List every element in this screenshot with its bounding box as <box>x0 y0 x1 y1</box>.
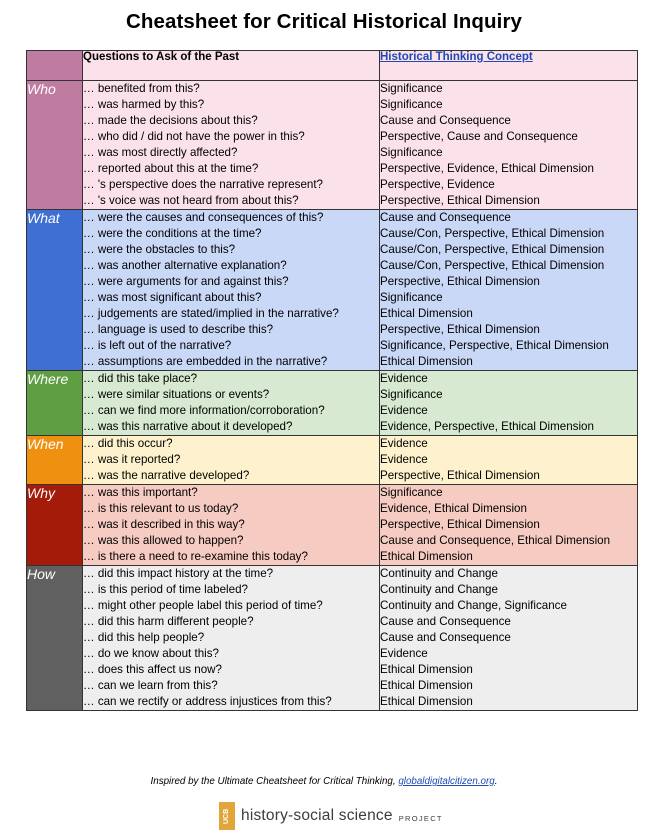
logo-sub: PROJECT <box>398 814 443 823</box>
category-why: Why <box>27 485 83 566</box>
concept-item: Ethical Dimension <box>380 355 473 368</box>
concept-item: Perspective, Ethical Dimension <box>380 518 540 531</box>
concept-item: Perspective, Ethical Dimension <box>380 323 540 336</box>
question-item: … did this occur? <box>83 437 173 450</box>
question-item: … is there a need to re-examine this today? <box>83 550 308 563</box>
concept-item: Evidence <box>380 437 428 450</box>
question-item: … was another alternative explanation? <box>83 259 287 272</box>
question-item: … assumptions are embedded in the narrative? <box>83 355 328 368</box>
question-item: … was it described in this way? <box>83 518 245 531</box>
category-who: Who <box>27 81 83 210</box>
concept-item: Cause/Con, Perspective, Ethical Dimension <box>380 243 605 256</box>
question-item: … were similar situations or events? <box>83 388 270 401</box>
category-when: When <box>27 436 83 485</box>
header-questions: Questions to Ask of the Past <box>83 51 380 81</box>
question-item: … was this narrative about it developed? <box>83 420 293 433</box>
category-where: Where <box>27 371 83 436</box>
concept-item: Significance <box>380 146 443 159</box>
concept-item: Perspective, Evidence, Ethical Dimension <box>380 162 594 175</box>
section-how <box>27 566 638 711</box>
section-why <box>27 485 638 566</box>
question-item: … benefited from this? <box>83 82 200 95</box>
concept-item: Cause and Consequence <box>380 631 511 644</box>
concept-item: Ethical Dimension <box>380 550 473 563</box>
concept-item: Evidence <box>380 372 428 385</box>
concept-item: Cause and Consequence <box>380 211 511 224</box>
question-item: … is this relevant to us today? <box>83 502 239 515</box>
question-item: … is left out of the narrative? <box>83 339 232 352</box>
question-item: … was the narrative developed? <box>83 469 250 482</box>
project-logo <box>219 802 443 830</box>
question-item: … judgements are stated/implied in the narrative? <box>83 307 339 320</box>
concept-item: Evidence, Perspective, Ethical Dimension <box>380 420 594 433</box>
question-item: … is this period of time labeled? <box>83 583 248 596</box>
questions-what <box>83 210 380 371</box>
category-what: What <box>27 210 83 371</box>
question-item: … did this impact history at the time? <box>83 567 274 580</box>
question-item: … did this take place? <box>83 372 198 385</box>
concept-item: Continuity and Change <box>380 567 498 580</box>
concept-item: Perspective, Ethical Dimension <box>380 194 540 207</box>
concept-item: Perspective, Ethical Dimension <box>380 469 540 482</box>
question-item: … were the obstacles to this? <box>83 243 236 256</box>
ucb-logo-icon: UCB <box>219 802 235 830</box>
question-item: … was harmed by this? <box>83 98 205 111</box>
question-item: … can we learn from this? <box>83 679 218 692</box>
question-item: … can we find more information/corroboration? <box>83 404 325 417</box>
concepts-what <box>380 210 638 371</box>
concept-item: Evidence <box>380 404 428 417</box>
concept-item: Continuity and Change, Significance <box>380 599 567 612</box>
section-what <box>27 210 638 371</box>
logo-name: history-social science <box>241 807 393 824</box>
concept-item: Evidence <box>380 647 428 660</box>
question-item: … who did / did not have the power in this? <box>83 130 305 143</box>
question-item: … 's voice was not heard from about this? <box>83 194 299 207</box>
concept-item: Ethical Dimension <box>380 695 473 708</box>
concept-item: Significance, Perspective, Ethical Dimension <box>380 339 609 352</box>
header-row <box>27 51 638 81</box>
cheatsheet-table <box>26 50 638 711</box>
question-item: … made the decisions about this? <box>83 114 258 127</box>
concept-item: Significance <box>380 82 443 95</box>
question-item: … was this allowed to happen? <box>83 534 244 547</box>
questions-why <box>83 485 380 566</box>
concept-item: Cause/Con, Perspective, Ethical Dimension <box>380 227 605 240</box>
question-item: … does this affect us now? <box>83 663 222 676</box>
question-item: … did this harm different people? <box>83 615 254 628</box>
question-item: … were arguments for and against this? <box>83 275 289 288</box>
concept-item: Cause/Con, Perspective, Ethical Dimension <box>380 259 605 272</box>
concept-item: Significance <box>380 98 443 111</box>
concept-item: Ethical Dimension <box>380 679 473 692</box>
questions-who <box>83 81 380 210</box>
concept-item: Perspective, Evidence <box>380 178 495 191</box>
footer-link[interactable]: globaldigitalcitizen.org <box>398 776 495 787</box>
concepts-who <box>380 81 638 210</box>
category-how: How <box>27 566 83 711</box>
section-when <box>27 436 638 485</box>
question-item: … can we rectify or address injustices from this? <box>83 695 332 708</box>
concept-item: Ethical Dimension <box>380 307 473 320</box>
question-item: … reported about this at the time? <box>83 162 259 175</box>
concept-item: Perspective, Cause and Consequence <box>380 130 578 143</box>
questions-where <box>83 371 380 436</box>
questions-how <box>83 566 380 711</box>
question-item: … was most directly affected? <box>83 146 238 159</box>
concept-item: Significance <box>380 388 443 401</box>
question-item: … was most significant about this? <box>83 291 262 304</box>
header-blank-cell <box>27 51 83 81</box>
question-item: … did this help people? <box>83 631 205 644</box>
footer-text: Inspired by the Ultimate Cheatsheet for Critical Thinking, <box>150 776 396 787</box>
concept-item: Cause and Consequence, Ethical Dimension <box>380 534 611 547</box>
concepts-how <box>380 566 638 711</box>
footer-credit <box>0 776 648 787</box>
section-who <box>27 81 638 210</box>
concept-item: Evidence, Ethical Dimension <box>380 502 527 515</box>
question-item: … were the conditions at the time? <box>83 227 262 240</box>
question-item: … was this important? <box>83 486 198 499</box>
question-item: … language is used to describe this? <box>83 323 274 336</box>
concept-item: Significance <box>380 486 443 499</box>
section-where <box>27 371 638 436</box>
concept-item: Cause and Consequence <box>380 114 511 127</box>
concept-item: Evidence <box>380 453 428 466</box>
concept-item: Ethical Dimension <box>380 663 473 676</box>
concept-item: Perspective, Ethical Dimension <box>380 275 540 288</box>
question-item: … were the causes and consequences of this? <box>83 211 324 224</box>
page-title: Cheatsheet for Critical Historical Inquiry <box>125 10 523 33</box>
concept-item: Continuity and Change <box>380 583 498 596</box>
question-item: … was it reported? <box>83 453 181 466</box>
question-item: … might other people label this period of time? <box>83 599 323 612</box>
concepts-when <box>380 436 638 485</box>
concept-item: Cause and Consequence <box>380 615 511 628</box>
question-item: … 's perspective does the narrative represent? <box>83 178 324 191</box>
concepts-why <box>380 485 638 566</box>
questions-when <box>83 436 380 485</box>
footer-end: . <box>494 776 498 787</box>
concepts-where <box>380 371 638 436</box>
header-concept-link[interactable]: Historical Thinking Concept <box>380 51 638 81</box>
question-item: … do we know about this? <box>83 647 219 660</box>
concept-item: Significance <box>380 291 443 304</box>
